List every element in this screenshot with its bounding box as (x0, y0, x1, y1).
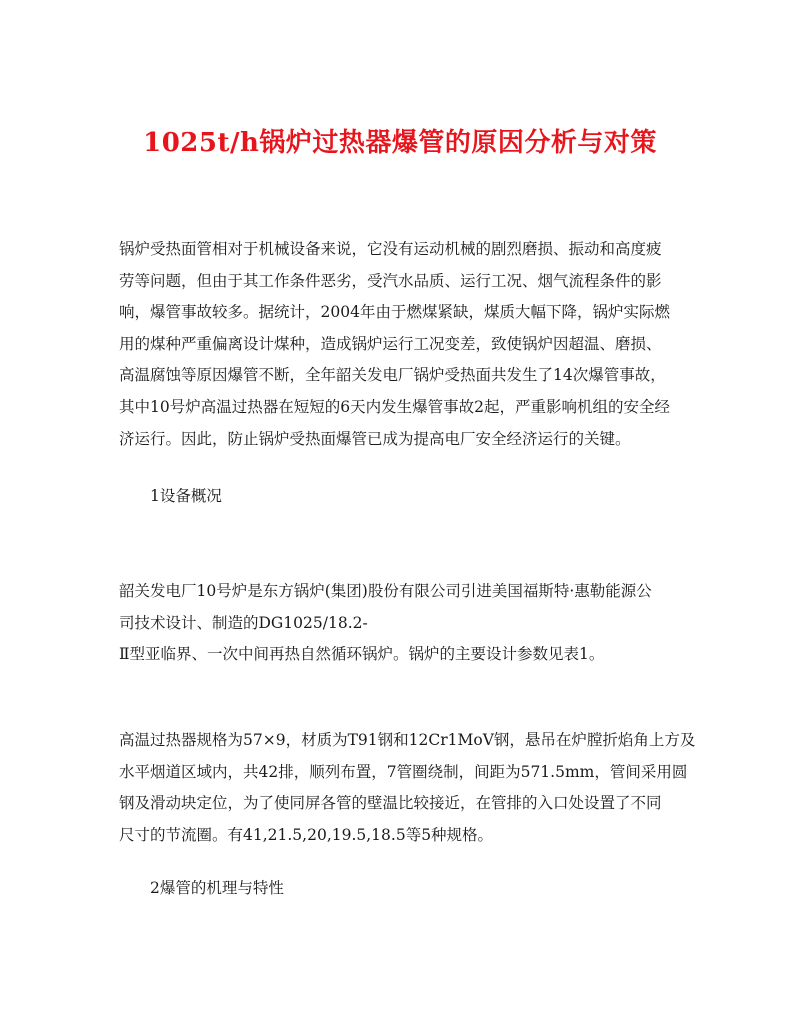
section-heading-mechanism: 2爆管的机理与特性 (150, 879, 284, 897)
paragraph-line: 用的煤种严重偏离设计煤种，造成锅炉运行工况变差，致使锅炉因超温、磨损、 (119, 334, 662, 353)
paragraph-line: 高温腐蚀等原因爆管不断，全年韶关发电厂锅炉受热面共发生了14次爆管事故， (119, 366, 666, 385)
paragraph-line: 其中10号炉高温过热器在短短的6天内发生爆管事故2起，严重影响机组的安全经 (119, 397, 670, 416)
equipment-paragraph (119, 576, 685, 671)
paragraph-line: 锅炉受热面管相对于机械设备来说，它没有运动机械的剧烈磨损、振动和高度疲 (119, 240, 662, 258)
paragraph-line: 高温过热器规格为57×9，材质为T91钢和12Cr1MoV钢，悬吊在炉膛折焰角上方及 (119, 731, 696, 749)
paragraph-line: 钢及滑动块定位，为了使同屏各管的壁温比较接近，在管排的入口处设置了不同 (119, 794, 662, 813)
paragraph-line: 水平烟道区域内，共42排，顺列布置，7管圈绕制，间距为571.5mm，管间采用圆 (119, 762, 688, 781)
paragraph-line: Ⅱ型亚临界、一次中间再热自然循环锅炉。锅炉的主要设计参数见表1。 (119, 645, 605, 664)
superheater-paragraph (119, 725, 696, 851)
paragraph-line: 尺寸的节流圈。有41,21.5,20,19.5,18.5等5种规格。 (119, 825, 494, 844)
paragraph-line: 劳等问题，但由于其工作条件恶劣，受汽水品质、运行工况、烟气流程条件的影 (119, 271, 662, 290)
section-heading-equipment: 1设备概况 (150, 487, 222, 505)
paragraph-line: 韶关发电厂10号炉是东方锅炉(集团)股份有限公司引进美国福斯特·惠勒能源公 (119, 582, 652, 600)
paragraph-line: 响，爆管事故较多。据统计，2004年由于燃煤紧缺，煤质大幅下降，锅炉实际燃 (119, 303, 670, 322)
intro-paragraph (119, 234, 685, 455)
document-title: 1025t/h锅炉过热器爆管的原因分析与对策 (143, 128, 657, 159)
paragraph-line: 济运行。因此，防止锅炉受热面爆管已成为提高电厂安全经济运行的关键。 (119, 429, 631, 448)
paragraph-line: 司技术设计、制造的DG1025/18.2- (119, 613, 368, 632)
